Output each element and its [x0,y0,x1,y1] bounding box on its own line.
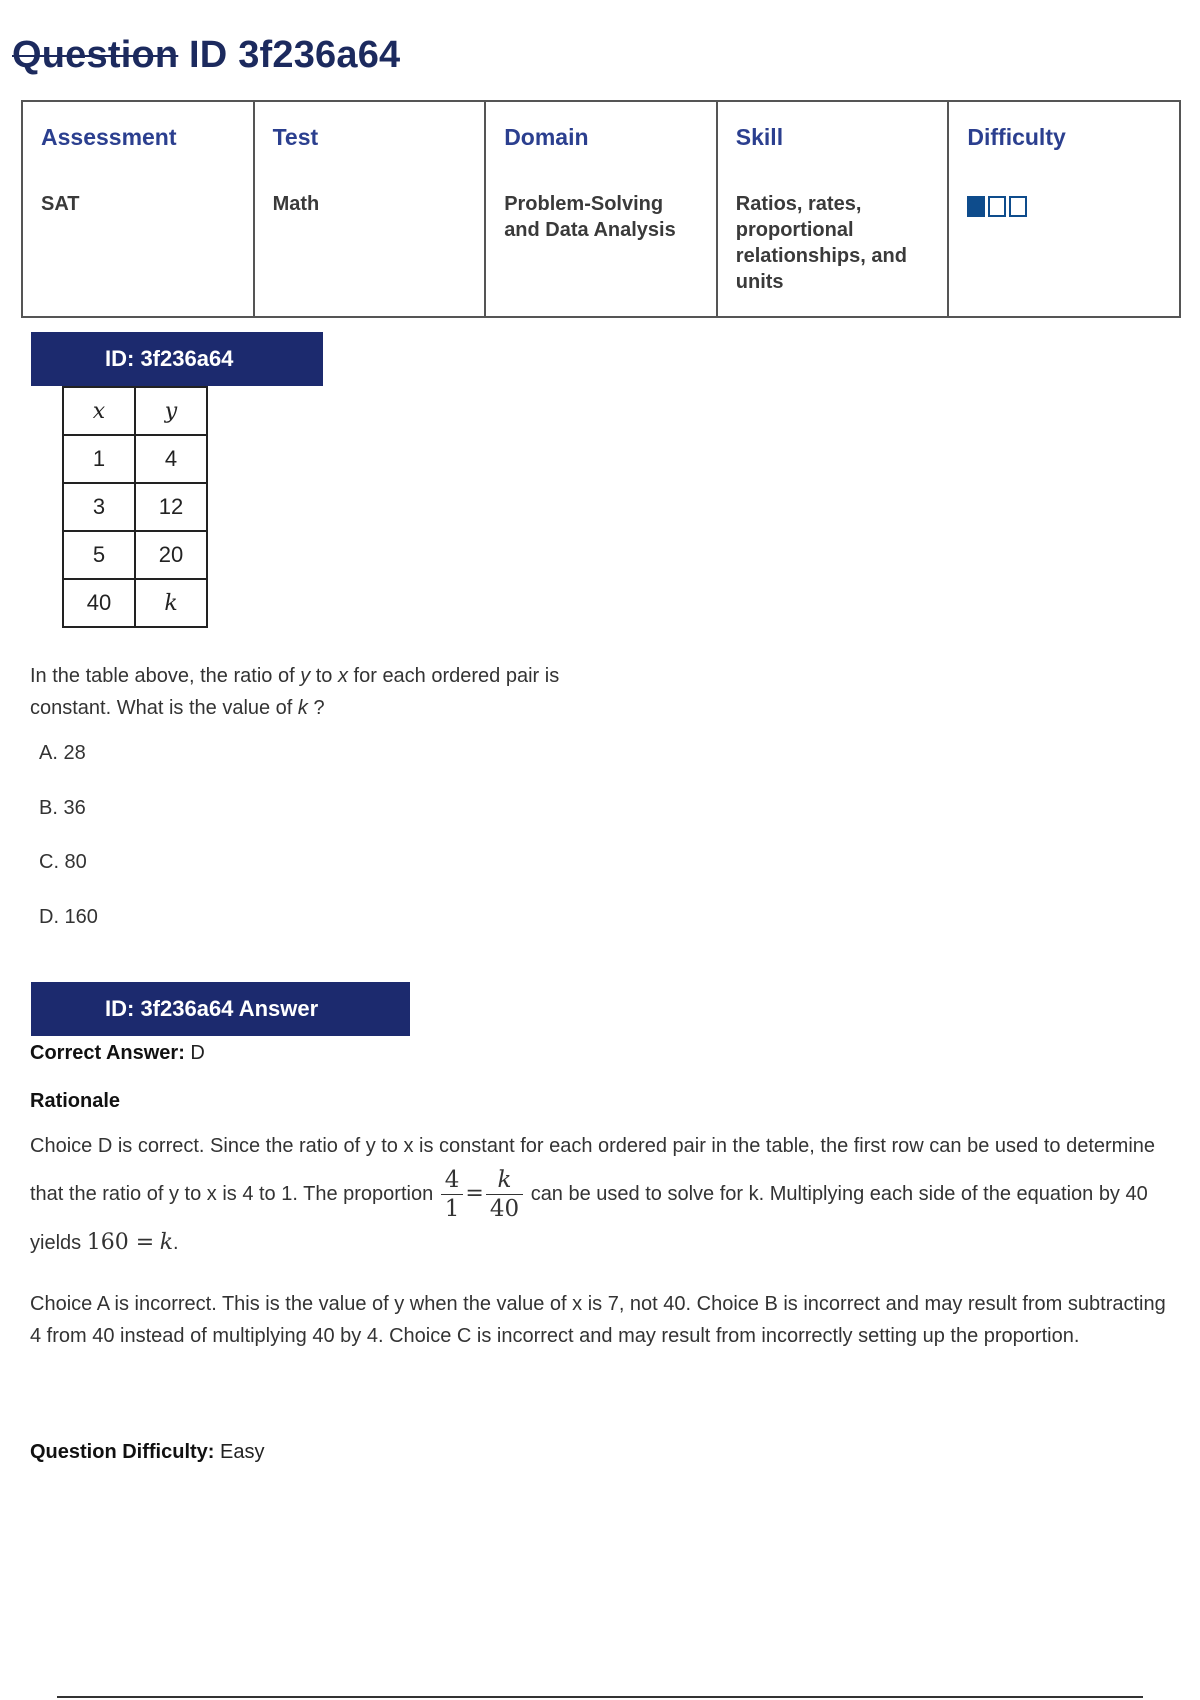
xy-table [62,386,208,628]
rationale-text: Choice D is correct. Since the ratio of y to x is constant for each ordered pair in the table, the first row can be used to determine that the ratio of y to x is 4 to 1. The proportion [30,1135,1156,1205]
stem-text: In the table above, the ratio of [30,665,301,687]
stem-var-x: x [337,665,348,687]
fraction-denominator: 40 [489,1196,520,1222]
table-cell: 5 [63,531,135,579]
question-difficulty-label: Question Difficulty: [30,1441,215,1463]
question-id-banner: ID: 3f236a64 [31,332,323,386]
correct-answer-value: D [190,1042,205,1064]
choice-c[interactable]: C. 80 [39,851,87,873]
equation-lhs: 160 = [86,1230,155,1255]
fraction-numerator: 4 [441,1166,464,1195]
equation-rhs: k [159,1230,174,1255]
table-row [63,483,207,531]
stem-var-k: k [297,697,308,719]
xy-header-y: y [135,387,207,435]
difficulty-indicator [967,196,1161,217]
table-cell: 4 [135,435,207,483]
rationale-text: can be used to solve for k. Multiplying each side of the equation by 40 yields [30,1182,1148,1254]
difficulty-cell [948,101,1180,317]
rationale-paragraph-2: Choice A is incorrect. This is the value of y when the value of x is 7, not 40. Choice B is incorrect and may result from subtracting 4 from 40 instead of multiplying 40 by 4. Choice C is incorrect and may result from incorrectly setting up the proportion. [30,1293,1166,1347]
skill-value: Ratios, rates, proportional relationships, and units [735,193,907,293]
fraction-denominator: 1 [444,1196,460,1222]
test-header: Test [272,124,319,150]
test-value: Math [272,193,320,215]
rationale-heading-text: Rationale [30,1090,121,1112]
choice-a[interactable]: A. 28 [39,742,86,764]
equals-sign: = [465,1180,484,1206]
table-cell: 12 [135,483,207,531]
correct-answer [30,1042,205,1065]
question-difficulty-value: Easy [220,1441,265,1463]
assessment-header: Assessment [41,124,177,150]
stem-var-y: y [300,665,311,687]
xy-header-row [63,387,207,435]
xy-header-x: x [63,387,135,435]
question-difficulty [30,1441,264,1464]
fraction-numerator: k [486,1166,523,1195]
domain-header: Domain [504,124,589,150]
difficulty-box-empty [988,196,1006,217]
title-id: ID 3f236a64 [189,34,401,76]
footer-divider [57,1696,1143,1698]
table-cell: 40 [63,579,135,627]
table-cell: 20 [135,531,207,579]
table-row [63,435,207,483]
skill-cell [717,101,949,317]
rationale-heading [30,1090,120,1113]
page-title [12,34,400,77]
domain-value: Problem-Solving and Data Analysis [504,193,676,241]
equation-period: . [173,1232,179,1254]
rationale-paragraph-1 [30,1126,1180,1263]
choice-d[interactable]: D. 160 [39,906,98,928]
fraction-4-over-1 [441,1166,464,1223]
stem-text: ? [307,697,325,719]
assessment-cell [22,101,254,317]
stem-text: for each ordered pair is constant. What is the value of [30,665,560,719]
question-stem [30,660,620,724]
table-row [63,531,207,579]
title-struck-word: Question [12,34,179,76]
table-cell: k [135,579,207,627]
difficulty-box-filled [967,196,985,217]
stem-text: to [310,665,338,687]
table-cell: 3 [63,483,135,531]
answer-id-banner: ID: 3f236a64 Answer [31,982,410,1036]
skill-header: Skill [735,124,784,150]
fraction-k-over-40 [486,1166,523,1223]
table-cell: 1 [63,435,135,483]
table-row [63,579,207,627]
test-cell [254,101,486,317]
assessment-value: SAT [41,193,80,215]
metadata-table [21,100,1181,318]
domain-cell [485,101,717,317]
difficulty-box-empty [1009,196,1027,217]
choice-b[interactable]: B. 36 [39,797,86,819]
difficulty-header: Difficulty [967,124,1066,150]
correct-answer-label: Correct Answer: [30,1042,185,1064]
